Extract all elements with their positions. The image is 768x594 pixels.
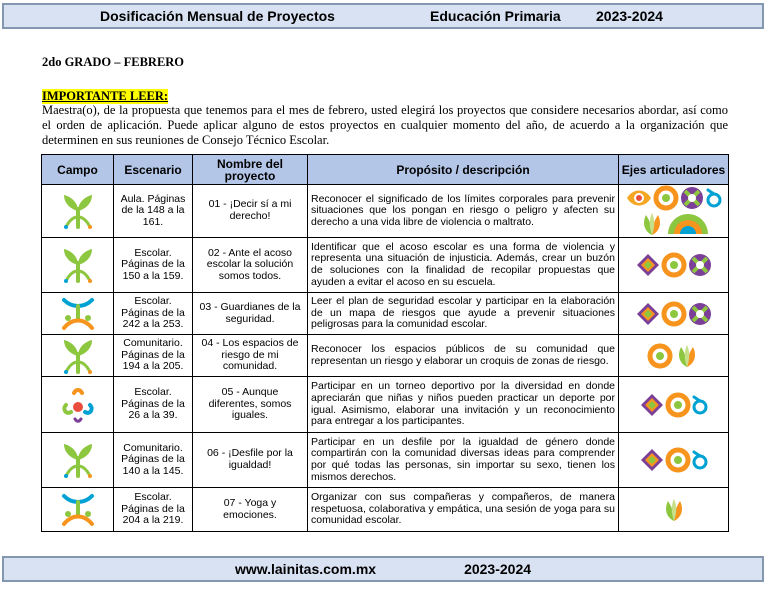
campo-cell <box>42 377 114 433</box>
document-title: Dosificación Mensual de Proyectos <box>100 8 335 24</box>
inclusion-icon <box>705 192 723 204</box>
igualdad-genero-icon <box>679 192 705 204</box>
table-row <box>42 488 729 532</box>
escenario-cell: Comunitario. Páginas de la 194 a la 205. <box>114 335 193 377</box>
table-row <box>42 433 729 488</box>
igualdad-genero-icon <box>687 307 713 319</box>
vida-saludable-icon <box>665 454 691 466</box>
escenario-cell: Escolar. Páginas de la 204 a la 219. <box>114 488 193 532</box>
nombre-cell: 05 - Aunque diferentes, somos iguales. <box>193 377 308 433</box>
ejes-cell <box>619 335 729 377</box>
header-bar <box>2 3 764 29</box>
campo-cell <box>42 488 114 532</box>
campo-etica-icon <box>58 349 98 361</box>
nombre-cell: 04 - Los espacios de riesgo de mi comunidad. <box>193 335 308 377</box>
nombre-cell: 07 - Yoga y emociones. <box>193 488 308 532</box>
projects-table <box>41 154 729 532</box>
campo-humano-icon <box>58 503 98 515</box>
escenario-cell: Escolar. Páginas de la 150 a la 159. <box>114 238 193 293</box>
ejes-cell <box>619 293 729 335</box>
footer-year: 2023-2024 <box>464 561 532 577</box>
proposito-cell: Participar en un torneo deportivo por la diversidad en donde apreciarán que niñas y niños pueden practicar un deporte por igual. Asimismo, elaborar una invitación y un reconocimiento para entregar a los participantes. <box>308 377 619 433</box>
footer-site: www.lainitas.com.mx <box>234 561 377 577</box>
nombre-cell: 01 - ¡Decir sí a mi derecho! <box>193 185 308 238</box>
escenario-cell: Comunitario. Páginas de la 140 a la 145. <box>114 433 193 488</box>
interculturalidad-icon <box>639 398 665 410</box>
intro-text: Maestra(o), de la propuesta que tenemos para el mes de febrero, usted elegirá los proyectos que considere necesarios abordar, así como el orden de aplicación. Puede aplicar alguno de estos proyectos en cualquier momento del año, de acuerdo a la organización que determinen en sus reuniones de Consejo Técnico Escolar. <box>42 103 728 147</box>
proposito-cell: Reconocer los espacios públicos de su comunidad que representan un riesgo y elaborar un croquis de zonas de riesgo. <box>308 335 619 377</box>
apropiacion-culturas-icon <box>625 192 653 204</box>
education-level: Educación Primaria <box>430 8 561 24</box>
header-nombre: Nombre del proyecto <box>193 155 308 185</box>
vida-saludable-icon <box>653 192 679 204</box>
table-row <box>42 238 729 293</box>
escenario-cell: Escolar. Páginas de la 242 a la 253. <box>114 293 193 335</box>
table-row <box>42 377 729 433</box>
campo-cell <box>42 335 114 377</box>
pensamiento-critico-icon <box>660 503 688 515</box>
header-campo: Campo <box>42 155 114 185</box>
interculturalidad-icon <box>635 259 661 271</box>
ejes-cell <box>619 488 729 532</box>
table-row <box>42 185 729 238</box>
school-year: 2023-2024 <box>596 8 663 24</box>
escenario-cell: Escolar. Páginas de la 26 a la 39. <box>114 377 193 433</box>
campo-cell <box>42 238 114 293</box>
important-label: IMPORTANTE LEER: <box>42 89 169 103</box>
interculturalidad-icon <box>639 454 665 466</box>
campo-etica-icon <box>58 205 98 217</box>
campo-cell <box>42 185 114 238</box>
header-proposito: Propósito / descripción <box>308 155 619 185</box>
vida-saludable-icon <box>661 307 687 319</box>
nombre-cell: 03 - Guardianes de la seguridad. <box>193 293 308 335</box>
campo-lenguajes-icon <box>58 398 98 410</box>
ejes-cell <box>619 238 729 293</box>
nombre-cell: 02 - Ante el acoso escolar la solución somos todos. <box>193 238 308 293</box>
footer-bar <box>2 556 764 582</box>
pensamiento-critico-icon <box>673 349 701 361</box>
ejes-cell <box>619 433 729 488</box>
campo-humano-icon <box>58 307 98 319</box>
vida-saludable-icon <box>647 349 673 361</box>
table-row <box>42 293 729 335</box>
campo-etica-icon <box>58 259 98 271</box>
campo-cell <box>42 293 114 335</box>
campo-cell <box>42 433 114 488</box>
ejes-cell <box>619 185 729 238</box>
nombre-cell: 06 - ¡Desfile por la igualdad! <box>193 433 308 488</box>
ejes-cell <box>619 377 729 433</box>
proposito-cell: Organizar con sus compañeras y compañeros, de manera respetuosa, colaborativa y empática, una sesión de yoga para su comunidad escolar. <box>308 488 619 532</box>
proposito-cell: Reconocer el significado de los límites corporales para prevenir situaciones que los pongan en riesgo o peligro y afecten su derecho a una vida libre de violencia o maltrato. <box>308 185 619 238</box>
grade-label: 2do GRADO – FEBRERO <box>42 55 185 69</box>
escenario-cell: Aula. Páginas de la 148 a la 161. <box>114 185 193 238</box>
proposito-cell: Leer el plan de seguridad escolar y participar en la elaboración de un mapa de riesgos que ayude a prevenir situaciones peligrosas para la comunidad escolar. <box>308 293 619 335</box>
proposito-cell: Participar en un desfile por la igualdad de género donde compartirán con la comunidad diversas ideas para comprender por qué todas las personas, sin importar su sexo, tienen los mismos derechos. <box>308 433 619 488</box>
interculturalidad-icon <box>635 307 661 319</box>
igualdad-genero-icon <box>687 259 713 271</box>
inclusion-icon <box>691 454 709 466</box>
table-header-row <box>42 155 729 185</box>
proposito-cell: Identificar que el acoso escolar es una forma de violencia y representa una situación de injusticia. Además, crear un buzón de soluciones con la finalidad de recopilar propuestas que ayuden a evitar el acoso en su escuela. <box>308 238 619 293</box>
campo-etica-icon <box>58 454 98 466</box>
header-escenario: Escenario <box>114 155 193 185</box>
vida-saludable-icon <box>665 398 691 410</box>
table-row <box>42 335 729 377</box>
inclusion-icon <box>691 398 709 410</box>
header-ejes: Ejes articuladores <box>619 155 729 185</box>
artes-icon <box>666 218 710 230</box>
vida-saludable-icon <box>661 259 687 271</box>
pensamiento-critico-icon <box>638 218 666 230</box>
